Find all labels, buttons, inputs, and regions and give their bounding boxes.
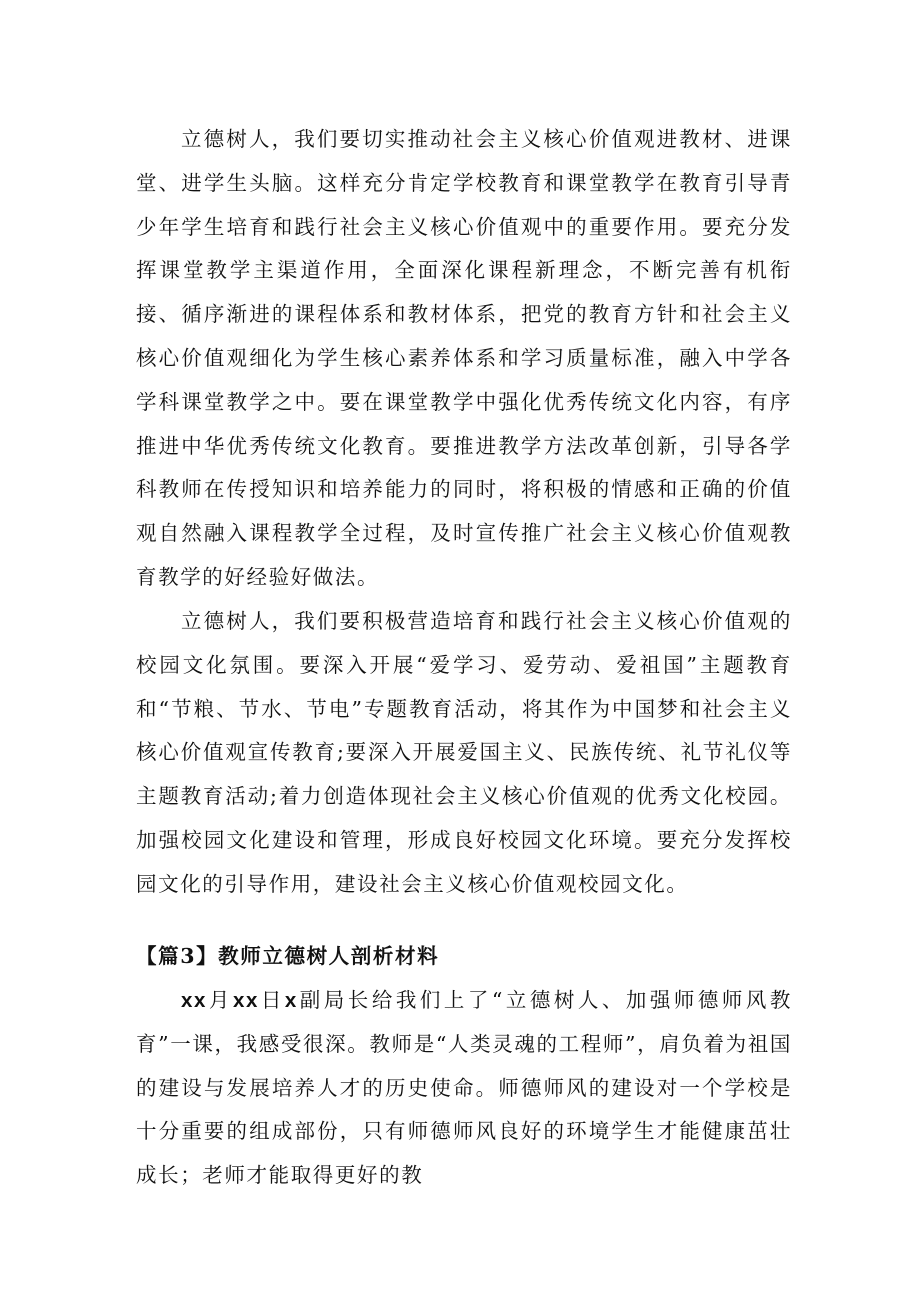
section-heading: 【篇3】教师立德树人剖析材料	[136, 944, 440, 968]
paragraph-3-text: 副局长给我们上了“立德树人、加强师德师风教育”一课，我感受很深。教师是“人类灵魂的工程师”，肩负着为祖国的建设与发展培养人才的历史使命。师德师风的建设对一个学校是十分重要的组成部份，只有师德师风良好的环境学生才能健康茁壮成长；老师才能取得更好的教	[136, 988, 792, 1188]
date-day: xx	[232, 989, 259, 1012]
body-paragraph-3	[136, 979, 792, 1198]
date-month: xx	[181, 989, 208, 1012]
body-paragraph-2: 立德树人，我们要积极营造培育和践行社会主义核心价值观的校园文化氛围。要深入开展“爱学习、爱劳动、爱祖国”主题教育和“节粮、节水、节电”专题教育活动，将其作为中国梦和社会主义核心价值观宣传教育;要深入开展爱国主义、民族传统、礼节礼仪等主题教育活动;着力创造体现社会主义核心价值观的优秀文化校园。加强校园文化建设和管理，形成良好校园文化环境。要充分发挥校园文化的引导作用，建设社会主义核心价值观校园文化。	[136, 609, 792, 896]
body-paragraph-1: 立德树人，我们要切实推动社会主义核心价值观进教材、进课堂、进学生头脑。这样充分肯定学校教育和课堂教学在教育引导青少年学生培育和践行社会主义核心价值观中的重要作用。要充分发挥课堂教学主渠道作用，全面深化课程新理念，不断完善有机衔接、循序渐进的课程体系和教材体系，把党的教育方针和社会主义核心价值观细化为学生核心素养体系和学习质量标准，融入中学各学科课堂教学之中。要在课堂教学中强化优秀传统文化内容，有序推进中华优秀传统文化教育。要推进教学方法改革创新，引导各学科教师在传授知识和培养能力的同时，将积极的情感和正确的价值观自然融入课程教学全过程，及时宣传推广社会主义核心价值观教育教学的好经验好做法。	[136, 127, 792, 589]
month-char: 月	[207, 988, 233, 1012]
day-char: 日	[258, 988, 285, 1012]
official-name: x	[284, 989, 298, 1012]
